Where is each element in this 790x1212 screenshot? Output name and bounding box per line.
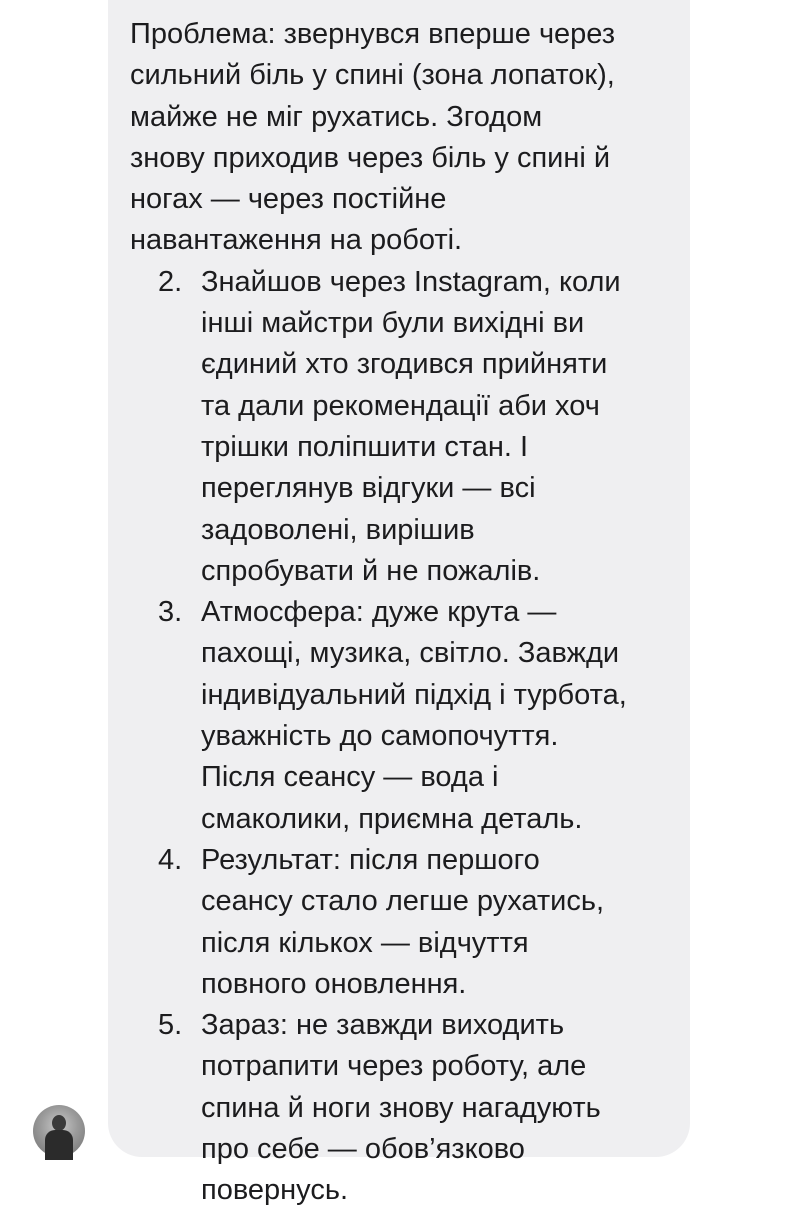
list-item-line: індивідуальний підхід і турбота, [201, 678, 627, 711]
list-item-line: після кількох — відчуття [201, 926, 529, 959]
list-item-line: Атмосфера: дуже крута — [201, 596, 557, 629]
list-item-number: 3. [158, 596, 183, 629]
avatar-head-icon [52, 1115, 66, 1131]
intro-line: майже не міг рухатись. Згодом [130, 100, 543, 133]
list-item-line: смаколики, приємна деталь. [201, 802, 583, 835]
list-item [130, 1005, 672, 1211]
list-item-number: 5. [158, 1009, 183, 1042]
list-item-line: спина й ноги знову нагадують [201, 1091, 601, 1124]
list-item-number: 4. [158, 843, 183, 876]
list-item-line: Після сеансу — вода і [201, 761, 499, 794]
list-item-line: Знайшов через Instagram, коли [201, 265, 621, 298]
intro-line: ногах — через постійне [130, 183, 447, 216]
intro-line: знову приходив через біль у спині й [130, 141, 611, 174]
list-item-line: сеансу стало легше рухатись, [201, 885, 605, 918]
intro-line: навантаження на роботі. [130, 224, 463, 257]
list-item-line: повернусь. [201, 1174, 349, 1207]
avatar-body-icon [45, 1130, 73, 1160]
list-item [130, 262, 672, 592]
list-item-line: задоволені, вирішив [201, 513, 475, 546]
list-item-line: інші майстри були вихідні ви [201, 307, 585, 340]
list-item-line: єдиний хто згодився прийняти [201, 348, 608, 381]
list-item [130, 840, 672, 1005]
list-item-line: спробувати й не пожалів. [201, 554, 541, 587]
list-item-line: переглянув відгуки — всі [201, 472, 536, 505]
sender-avatar[interactable] [33, 1105, 85, 1157]
list-item-number: 2. [158, 265, 183, 298]
list-item [130, 592, 672, 840]
list-item-line: потрапити через роботу, але [201, 1050, 587, 1083]
list-item-line: уважність до самопочуття. [201, 720, 559, 753]
list-item-line: повного оновлення. [201, 967, 467, 1000]
list-item-line: трішки поліпшити стан. І [201, 430, 529, 463]
message-intro [130, 14, 672, 262]
message-list [130, 262, 672, 1212]
list-item-line: пахощі, музика, світло. Завжди [201, 637, 620, 670]
list-item-line: Зараз: не завжди виходить [201, 1009, 565, 1042]
list-item-line: та дали рекомендації аби хоч [201, 389, 600, 422]
list-item-line: про себе — обов’язково [201, 1133, 525, 1166]
message-bubble[interactable] [108, 0, 690, 1207]
intro-line: сильний біль у спині (зона лопаток), [130, 59, 615, 92]
list-item-line: Результат: після першого [201, 843, 540, 876]
intro-line: Проблема: звернувся вперше через [130, 18, 616, 50]
